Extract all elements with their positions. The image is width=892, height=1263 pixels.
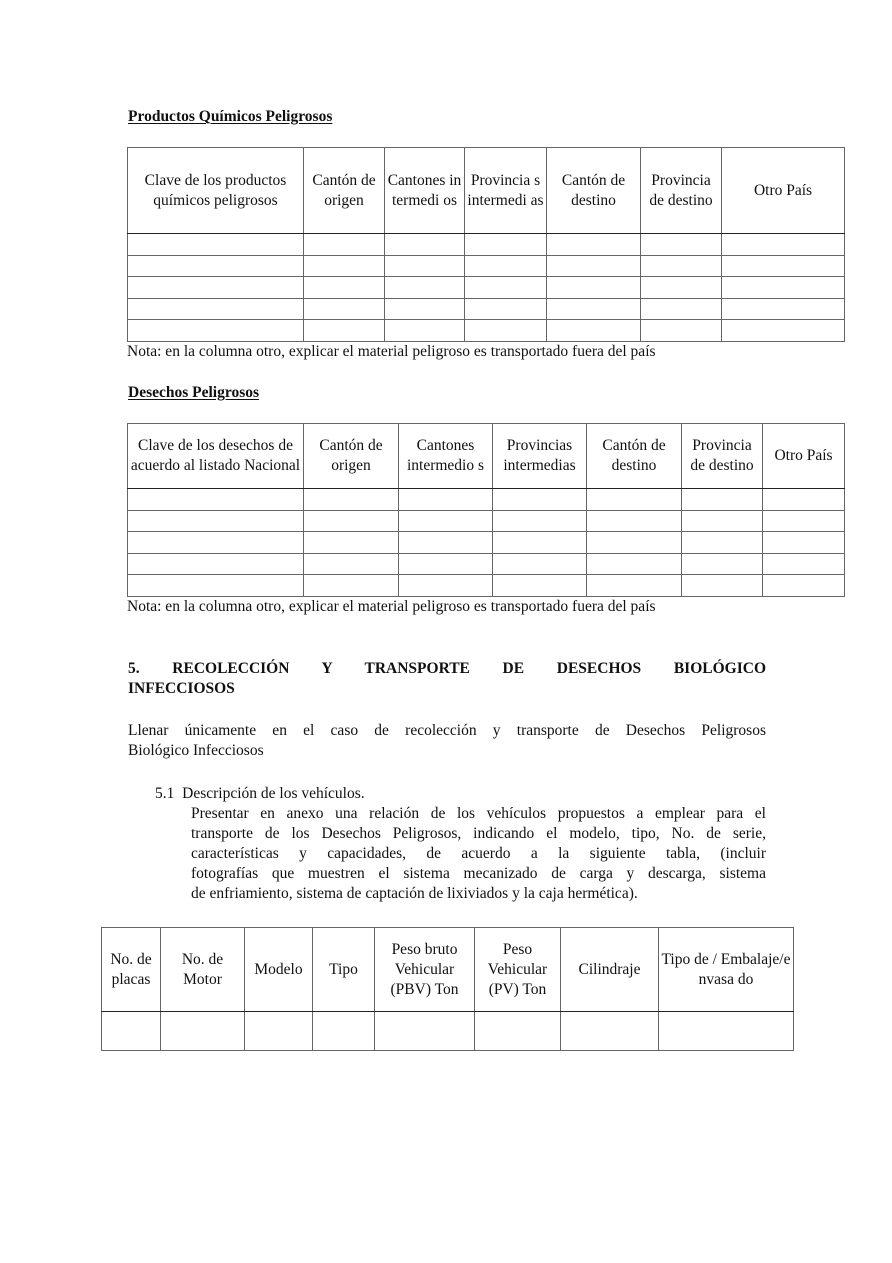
table-cell[interactable] [399, 510, 493, 532]
col-header-pv: Peso Vehicular (PV) Ton [475, 928, 561, 1012]
section5-intro [128, 721, 766, 761]
table-cell[interactable] [465, 298, 547, 320]
col-header-canton-destino: Cantón de destino [587, 424, 682, 489]
table-row [128, 553, 845, 575]
col-header-provincias-intermedias: Provincias intermedias [493, 424, 587, 489]
body-line: de enfriamiento, sistema de captación de lixiviados y la caja hermética). [191, 885, 638, 902]
table-cell[interactable] [493, 489, 587, 511]
table-row [128, 298, 845, 320]
table-cell[interactable] [304, 489, 399, 511]
table-row [128, 320, 845, 342]
table-cell[interactable] [465, 320, 547, 342]
table-cell[interactable] [682, 532, 763, 554]
table-row [128, 575, 845, 597]
cell-modelo[interactable] [245, 1012, 313, 1051]
table-cell[interactable] [304, 234, 385, 256]
body-line: Presentar en anexo una relación de los vehículos propuestos a emplear para el [191, 805, 766, 822]
section5-title [128, 659, 766, 699]
table-row [128, 255, 845, 277]
table-cell[interactable] [385, 277, 465, 299]
table-cell[interactable] [385, 255, 465, 277]
table-cell[interactable] [722, 255, 845, 277]
table-cell[interactable] [547, 255, 641, 277]
table-cell[interactable] [763, 489, 845, 511]
table-cell[interactable] [385, 234, 465, 256]
table-cell[interactable] [493, 510, 587, 532]
table-cell[interactable] [399, 489, 493, 511]
table-cell[interactable] [128, 532, 304, 554]
table-cell[interactable] [722, 277, 845, 299]
table-cell[interactable] [128, 489, 304, 511]
table-cell[interactable] [493, 553, 587, 575]
table-cell[interactable] [399, 532, 493, 554]
col-header-provincia-destino: Provincia de destino [641, 148, 722, 234]
table-cell[interactable] [385, 320, 465, 342]
chemicals-table [127, 147, 845, 342]
table-cell[interactable] [641, 277, 722, 299]
table-cell[interactable] [587, 532, 682, 554]
table-cell[interactable] [547, 234, 641, 256]
table-cell[interactable] [128, 255, 304, 277]
col-header-cantones-intermedios: Cantones intermedi os [385, 148, 465, 234]
table-cell[interactable] [304, 510, 399, 532]
chemicals-note: Nota: en la columna otro, explicar el material peligroso es transportado fuera del país [127, 343, 656, 360]
cell-pbv[interactable] [375, 1012, 475, 1051]
waste-note: Nota: en la columna otro, explicar el material peligroso es transportado fuera del país [127, 598, 656, 615]
cell-placas[interactable] [102, 1012, 161, 1051]
table-cell[interactable] [587, 489, 682, 511]
cell-tipo[interactable] [313, 1012, 375, 1051]
col-header-otro-pais: Otro País [763, 424, 845, 489]
col-header-cantones-intermedios: Cantones intermedio s [399, 424, 493, 489]
subsection-5-1-body [191, 804, 766, 904]
section5-intro-line2: Biológico Infecciosos [128, 742, 264, 759]
table-cell[interactable] [641, 234, 722, 256]
table-cell[interactable] [763, 553, 845, 575]
table-cell[interactable] [465, 277, 547, 299]
section5-title-line2: INFECCIOSOS [128, 680, 235, 697]
table-cell[interactable] [465, 234, 547, 256]
table-cell[interactable] [465, 255, 547, 277]
body-line: transporte de los Desechos Peligrosos, indicando el modelo, tipo, No. de serie, [191, 825, 766, 842]
table-cell[interactable] [763, 510, 845, 532]
chemicals-section-title: Productos Químicos Peligrosos [128, 108, 333, 125]
col-header-clave: Clave de los productos químicos peligrosos [128, 148, 304, 234]
table-cell[interactable] [385, 298, 465, 320]
table-cell[interactable] [682, 489, 763, 511]
col-header-canton-destino: Cantón de destino [547, 148, 641, 234]
table-cell[interactable] [641, 320, 722, 342]
table-cell[interactable] [128, 553, 304, 575]
section5-title-line1: 5. RECOLECCIÓN Y TRANSPORTE DE DESECHOS BIOLÓGICO [128, 660, 766, 677]
table-cell[interactable] [304, 320, 385, 342]
table-cell[interactable] [304, 255, 385, 277]
col-header-placas: No. de placas [102, 928, 161, 1012]
table-cell[interactable] [587, 575, 682, 597]
body-line: características y capacidades, de acuerdo a la siguiente tabla, (incluir [191, 845, 766, 862]
waste-table [127, 423, 845, 597]
table-cell[interactable] [128, 320, 304, 342]
col-header-provincias-intermedias: Provincia s intermedi as [465, 148, 547, 234]
table-cell[interactable] [128, 510, 304, 532]
col-header-embalaje: Tipo de / Embalaje/envasa do [659, 928, 794, 1012]
section5-intro-line1: Llenar únicamente en el caso de recolección y transporte de Desechos Peligrosos [128, 722, 766, 739]
table-cell[interactable] [547, 298, 641, 320]
table-cell[interactable] [722, 298, 845, 320]
table-cell[interactable] [304, 553, 399, 575]
vehicles-table [101, 927, 794, 1051]
col-header-canton-origen: Cantón de origen [304, 424, 399, 489]
table-cell[interactable] [304, 277, 385, 299]
table-cell[interactable] [128, 234, 304, 256]
col-header-pbv: Peso bruto Vehicular (PBV) Ton [375, 928, 475, 1012]
chemicals-table-body [128, 234, 845, 342]
table-cell[interactable] [547, 277, 641, 299]
waste-section-title: Desechos Peligrosos [128, 384, 260, 401]
col-header-otro-pais: Otro País [722, 148, 845, 234]
table-row [128, 532, 845, 554]
col-header-tipo: Tipo [313, 928, 375, 1012]
table-row [128, 489, 845, 511]
col-header-provincia-destino: Provincia de destino [682, 424, 763, 489]
table-cell[interactable] [682, 510, 763, 532]
table-cell[interactable] [763, 575, 845, 597]
table-cell[interactable] [587, 553, 682, 575]
cell-pv[interactable] [475, 1012, 561, 1051]
table-cell[interactable] [493, 532, 587, 554]
table-cell[interactable] [493, 575, 587, 597]
table-cell[interactable] [682, 575, 763, 597]
subsection-number: 5.1 [155, 785, 175, 802]
table-row [128, 234, 845, 256]
table-cell[interactable] [682, 553, 763, 575]
cell-cilindraje[interactable] [561, 1012, 659, 1051]
table-cell[interactable] [128, 575, 304, 597]
col-header-motor: No. de Motor [161, 928, 245, 1012]
table-cell[interactable] [763, 532, 845, 554]
table-row [128, 510, 845, 532]
subsection-title: Descripción de los vehículos. [182, 785, 365, 802]
table-cell[interactable] [399, 575, 493, 597]
table-cell[interactable] [547, 320, 641, 342]
cell-embalaje[interactable] [659, 1012, 794, 1051]
col-header-canton-origen: Cantón de origen [304, 148, 385, 234]
vehicle-table-row [102, 1012, 794, 1051]
table-cell[interactable] [399, 553, 493, 575]
waste-table-body [128, 489, 845, 597]
table-row [128, 277, 845, 299]
col-header-cilindraje: Cilindraje [561, 928, 659, 1012]
table-cell[interactable] [587, 510, 682, 532]
col-header-modelo: Modelo [245, 928, 313, 1012]
table-cell[interactable] [722, 234, 845, 256]
table-cell[interactable] [128, 277, 304, 299]
body-line: fotografías que muestren el sistema mecanizado de carga y descarga, sistema [191, 865, 766, 882]
table-cell[interactable] [304, 532, 399, 554]
col-header-clave: Clave de los desechos de acuerdo al listado Nacional [128, 424, 304, 489]
subsection-5-1-heading [155, 784, 365, 804]
table-cell[interactable] [641, 298, 722, 320]
table-cell[interactable] [304, 575, 399, 597]
table-cell[interactable] [128, 298, 304, 320]
table-cell[interactable] [722, 320, 845, 342]
table-cell[interactable] [641, 255, 722, 277]
cell-motor[interactable] [161, 1012, 245, 1051]
table-cell[interactable] [304, 298, 385, 320]
